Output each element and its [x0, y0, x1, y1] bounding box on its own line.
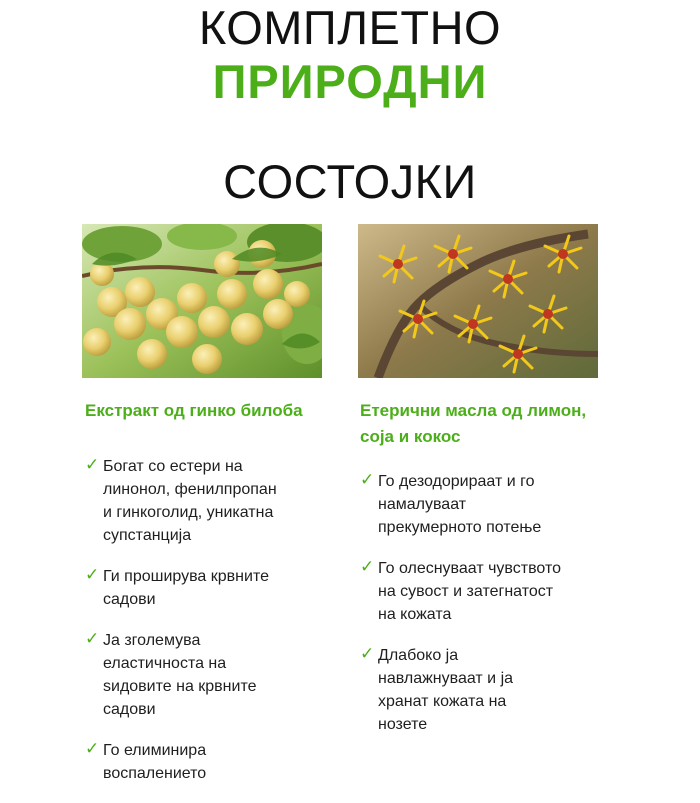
- list-item: ✓ Богат со естери на линонол, фенилпропан и гинкоголид, уникатна супстанција: [85, 455, 277, 544]
- checkmark-icon: ✓: [85, 629, 100, 649]
- checkmark-icon: ✓: [360, 644, 375, 664]
- ginkgo-benefits-list: [85, 455, 365, 785]
- checkmark-icon: ✓: [85, 739, 100, 759]
- essential-oils-title: Етерични масла од лимон, соја и кокос: [360, 401, 587, 446]
- ginkgo-column: [85, 398, 365, 803]
- checkmark-icon: ✓: [360, 470, 375, 490]
- list-item: ✓ Ги проширува крвните садови: [85, 565, 269, 608]
- ginkgo-fruit-image: [82, 224, 322, 378]
- headline-line-1: КОМПЛЕТНО: [198, 1, 502, 54]
- list-item: ✓ Го олеснуваат чувството на сувост и затегнатост на кожата: [360, 557, 561, 623]
- checkmark-icon: ✓: [85, 455, 100, 475]
- witch-hazel-flowers-image: [358, 224, 598, 378]
- checkmark-icon: ✓: [85, 565, 100, 585]
- headline-line-3: СОСТОЈКИ: [223, 155, 477, 208]
- list-item: ✓ Го дезодорираат и го намалуваат прекумерното потење: [360, 470, 542, 536]
- essential-oils-column: [360, 398, 640, 754]
- headline-line-2: ПРИРОДНИ: [212, 55, 488, 108]
- list-item: ✓ Го елиминира воспалението: [85, 739, 207, 782]
- essential-oils-benefits-list: [360, 470, 640, 736]
- ginkgo-title: Екстракт од гинко билоба: [85, 401, 303, 420]
- list-item: ✓ Ја зголемува еластичноста на ѕидовите на крвните садови: [85, 629, 257, 718]
- checkmark-icon: ✓: [360, 557, 375, 577]
- list-item: ✓ Длабоко ја навлажнуваат и ја хранат кожата на нозете: [360, 644, 514, 733]
